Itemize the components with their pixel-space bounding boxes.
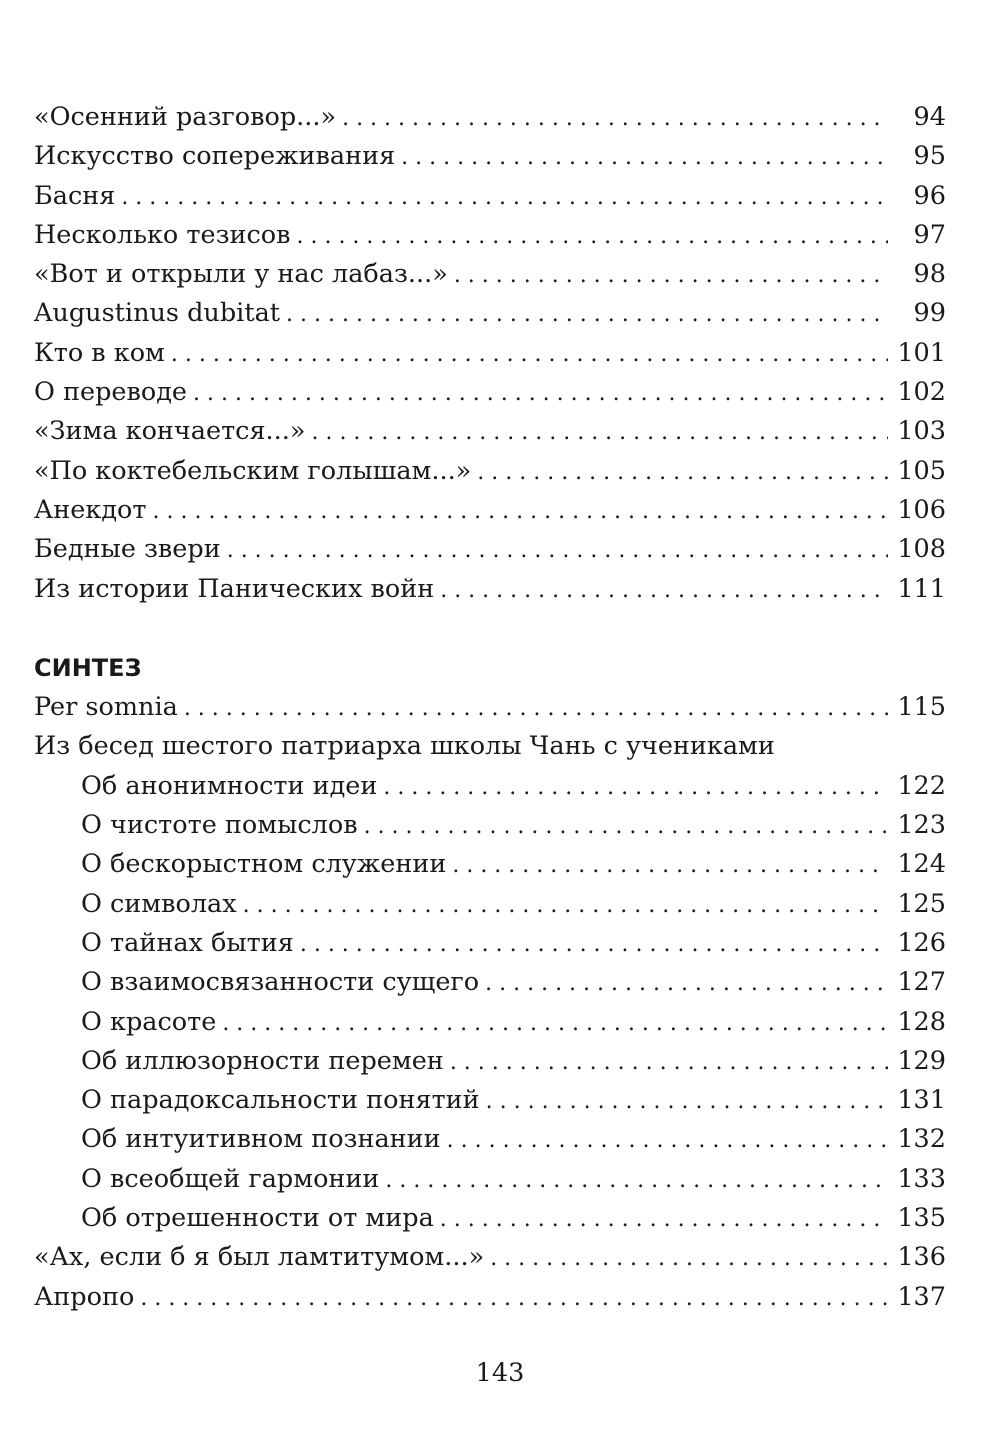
leader-dots [153,492,889,531]
entry-title: О всеобщей гармонии [81,1163,380,1194]
leader-dots [440,571,888,610]
entry-title: О парадоксальности понятий [81,1085,480,1116]
entry-page: 95 [913,141,946,172]
entry-page: 97 [913,219,946,250]
entry-title: Басня [34,180,116,211]
leader-dots [296,217,888,256]
entry-page: 102 [897,377,946,408]
toc-entry [34,491,946,530]
toc-entry [34,177,946,216]
toc-entry [34,334,946,373]
section-heading: СИНТЕЗ [34,653,142,682]
leader-dots [286,295,888,334]
leader-dots [485,964,888,1003]
leader-dots [385,1161,888,1200]
page-number: 143 [475,1358,525,1388]
entry-page: 137 [897,1281,946,1312]
toc-entry [34,294,946,333]
toc-subentry [34,885,946,924]
toc-subentry [34,1042,946,1081]
cycle-title [34,727,946,766]
entry-title: О переводе [34,377,188,408]
toc-entry [34,1238,946,1277]
toc-subentry [34,845,946,884]
entry-title: Из бесед шестого патриарха школы Чань с учениками [34,731,775,762]
leader-dots [401,138,888,177]
entry-title: Несколько тезисов [34,219,291,250]
toc-entry [34,530,946,569]
entry-title: Per somnia [34,692,178,723]
leader-dots [447,1121,888,1160]
leader-dots [300,925,888,964]
entry-title: О чистоте помыслов [81,810,358,841]
entry-title: О взаимосвязанности сущего [81,967,480,998]
entry-title: «Ах, если б я был ламтитумом...» [34,1242,485,1273]
entry-page: 96 [913,180,946,211]
leader-dots [477,453,888,492]
leader-dots [171,335,888,374]
entry-title: Об отрешенности от мира [81,1203,434,1234]
toc-entry [34,373,946,412]
toc-entry [34,137,946,176]
toc-subentry [34,963,946,1002]
leader-dots [311,413,888,452]
leader-dots [490,1239,888,1278]
entry-title: Об интуитивном познании [81,1124,441,1155]
toc-subentry [34,1081,946,1120]
toc-subentry [34,767,946,806]
toc-entry [34,216,946,255]
entry-page: 108 [897,534,946,565]
entry-title: Анекдот [34,494,147,525]
entry-title: О бескорыстном служении [81,849,447,880]
entry-page: 115 [897,692,946,723]
entry-title: «Вот и открыли у нас лабаз...» [34,259,448,290]
entry-title: Об иллюзорности перемен [81,1045,444,1076]
entry-page: 125 [897,888,946,919]
entry-title: Об анонимности идеи [81,770,378,801]
entry-page: 123 [897,810,946,841]
entry-title: О символах [81,888,237,919]
toc-entry [34,452,946,491]
entry-page: 126 [897,927,946,958]
entry-page: 128 [897,1006,946,1037]
leader-dots [440,1200,888,1239]
leader-dots [227,531,888,570]
entry-page: 124 [897,849,946,880]
toc-subentry [34,1003,946,1042]
entry-title: Из истории Панических войн [34,573,435,604]
entry-page: 106 [897,494,946,525]
toc-entry [34,1278,946,1317]
entry-page: 94 [913,102,946,132]
entry-page: 99 [913,298,946,329]
entry-title: О тайнах бытия [81,927,294,958]
leader-dots [193,374,888,413]
entry-title: «Зима кончается...» [34,416,306,447]
entry-page: 127 [897,967,946,998]
entry-title: Бедные звери [34,534,221,565]
entry-page: 129 [897,1045,946,1076]
toc-entry [34,98,946,137]
leader-dots [383,768,888,807]
toc-subentry [34,1160,946,1199]
toc-subentry [34,924,946,963]
leader-dots [222,1004,888,1043]
entry-title: Искусство сопереживания [34,141,396,172]
leader-dots [450,1043,888,1082]
toc-entry [34,412,946,451]
toc-entry [34,570,946,609]
entry-page: 136 [897,1242,946,1273]
toc-subentry [34,1120,946,1159]
entry-page: 101 [897,337,946,368]
leader-dots [452,846,888,885]
entry-page: 131 [897,1085,946,1116]
entry-page: 135 [897,1203,946,1234]
toc-subentry [34,806,946,845]
entry-title: «Осенний разговор...» [34,102,337,132]
leader-dots [486,1082,888,1121]
leader-dots [184,689,888,728]
toc-subentry [34,1199,946,1238]
entry-page: 105 [897,455,946,486]
entry-title: Апропо [34,1281,135,1312]
entry-title: Кто в ком [34,337,165,368]
leader-dots [364,807,888,846]
entry-title: «По коктебельским голышам...» [34,455,472,486]
entry-title: Augustinus dubitat [34,298,281,329]
table-of-contents [34,98,946,1317]
entry-page: 133 [897,1163,946,1194]
entry-page: 122 [897,770,946,801]
entry-page: 98 [913,259,946,290]
leader-dots [121,178,888,217]
leader-dots [454,256,888,295]
entry-page: 103 [897,416,946,447]
leader-dots [342,99,888,138]
leader-dots [140,1279,888,1318]
entry-page: 111 [897,573,946,604]
toc-entry [34,255,946,294]
entry-title: О красоте [81,1006,217,1037]
toc-entry [34,688,946,727]
leader-dots [243,886,888,925]
entry-page: 132 [897,1124,946,1155]
